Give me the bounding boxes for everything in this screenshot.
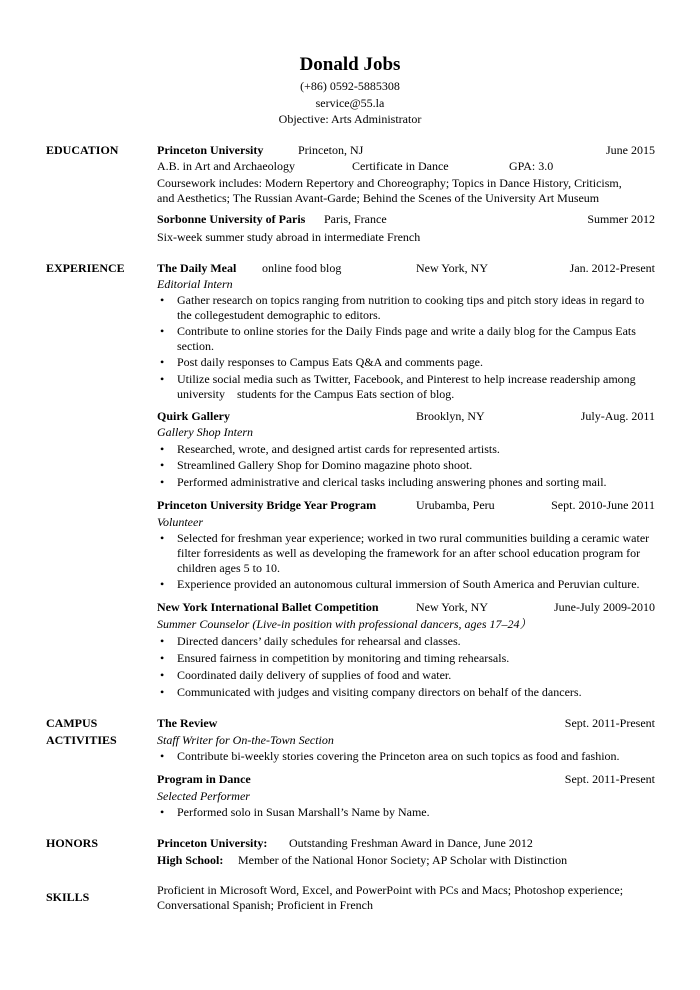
bullet-glyph: • xyxy=(160,577,165,591)
activity-role: Staff Writer for On-the-Town Section xyxy=(157,733,334,747)
honor-text: Outstanding Freshman Award in Dance, June 2012 xyxy=(289,836,533,850)
objective: Objective: Arts Administrator xyxy=(278,112,422,126)
gpa: GPA: 3.0 xyxy=(509,159,554,173)
activity-date: Sept. 2011-Present xyxy=(564,716,655,730)
honor-label: Princeton University: xyxy=(157,836,268,850)
bullet-glyph: • xyxy=(160,458,165,472)
job-location: Brooklyn, NY xyxy=(416,409,485,423)
activity-role: Selected Performer xyxy=(157,789,250,803)
candidate-name: Donald Jobs xyxy=(299,54,401,75)
bullet-glyph: • xyxy=(160,668,165,682)
email: service@55.la xyxy=(315,96,385,110)
bullet-glyph: • xyxy=(160,293,165,307)
certificate: Certificate in Dance xyxy=(352,159,449,173)
bullet-glyph: • xyxy=(160,749,165,763)
job-org: New York International Ballet Competition xyxy=(157,600,379,614)
skills-line: Conversational Spanish; Proficient in French xyxy=(157,898,373,912)
job-org: Quirk Gallery xyxy=(157,409,230,423)
job-date: June-July 2009-2010 xyxy=(554,600,655,614)
skills-line: Proficient in Microsoft Word, Excel, and PowerPoint with PCs and Macs; Photoshop experience; xyxy=(157,883,624,897)
section-activities: ACTIVITIES xyxy=(46,733,117,747)
job-location: Urubamba, Peru xyxy=(416,498,495,512)
activity-date: Sept. 2011-Present xyxy=(564,772,655,786)
bullet-glyph: • xyxy=(160,634,165,648)
section-education: EDUCATION xyxy=(46,143,119,157)
bullet-glyph: • xyxy=(160,442,165,456)
study-desc: Six-week summer study abroad in intermediate French xyxy=(157,230,421,244)
bullet-glyph: • xyxy=(160,651,165,665)
bullet-glyph: • xyxy=(160,372,165,386)
school-date: Summer 2012 xyxy=(587,212,655,226)
job-role: Volunteer xyxy=(157,515,203,529)
degree: A.B. in Art and Archaeology xyxy=(157,159,295,173)
job-location: New York, NY xyxy=(416,600,489,614)
school-princeton: Princeton University xyxy=(157,143,264,157)
job-org: Princeton University Bridge Year Program xyxy=(157,498,377,512)
job-date: Sept. 2010-June 2011 xyxy=(551,498,655,512)
bullet-glyph: • xyxy=(160,475,165,489)
section-skills: SKILLS xyxy=(46,890,90,904)
bullet-glyph: • xyxy=(160,355,165,369)
honor-text: Member of the National Honor Society; AP Scholar with Distinction xyxy=(238,853,568,867)
coursework-line: Coursework includes: Modern Repertory and Choreography; Topics in Dance History, Criticism, xyxy=(157,176,622,190)
job-date: Jan. 2012-Present xyxy=(569,261,655,275)
bullet-glyph: • xyxy=(160,685,165,699)
job-location: New York, NY xyxy=(416,261,489,275)
activity-org: The Review xyxy=(157,716,218,730)
school-location: Paris, France xyxy=(324,212,387,226)
job-date: July-Aug. 2011 xyxy=(580,409,655,423)
coursework-line: and Aesthetics; The Russian Avant-Garde; Behind the Scenes of the University Art Museum xyxy=(157,191,600,205)
phone: (+86) 0592-5885308 xyxy=(300,79,400,93)
bullet-glyph: • xyxy=(160,531,165,545)
bullet-glyph: • xyxy=(160,805,165,819)
job-role: Gallery Shop Intern xyxy=(157,425,253,439)
job-role: Summer Counselor (Live-in position with professional dancers, ages 17–24） xyxy=(157,617,532,631)
school-date: June 2015 xyxy=(606,143,655,157)
bullet-glyph: • xyxy=(160,324,165,338)
section-honors: HONORS xyxy=(46,836,99,850)
honor-label: High School: xyxy=(157,853,224,867)
job-desc: online food blog xyxy=(262,261,342,275)
section-experience: EXPERIENCE xyxy=(46,261,125,275)
job-org: The Daily Meal xyxy=(157,261,237,275)
job-role: Editorial Intern xyxy=(157,277,233,291)
section-campus: CAMPUS xyxy=(46,716,98,730)
activity-org: Program in Dance xyxy=(157,772,251,786)
school-location: Princeton, NJ xyxy=(298,143,364,157)
school-sorbonne: Sorbonne University of Paris xyxy=(157,212,306,226)
